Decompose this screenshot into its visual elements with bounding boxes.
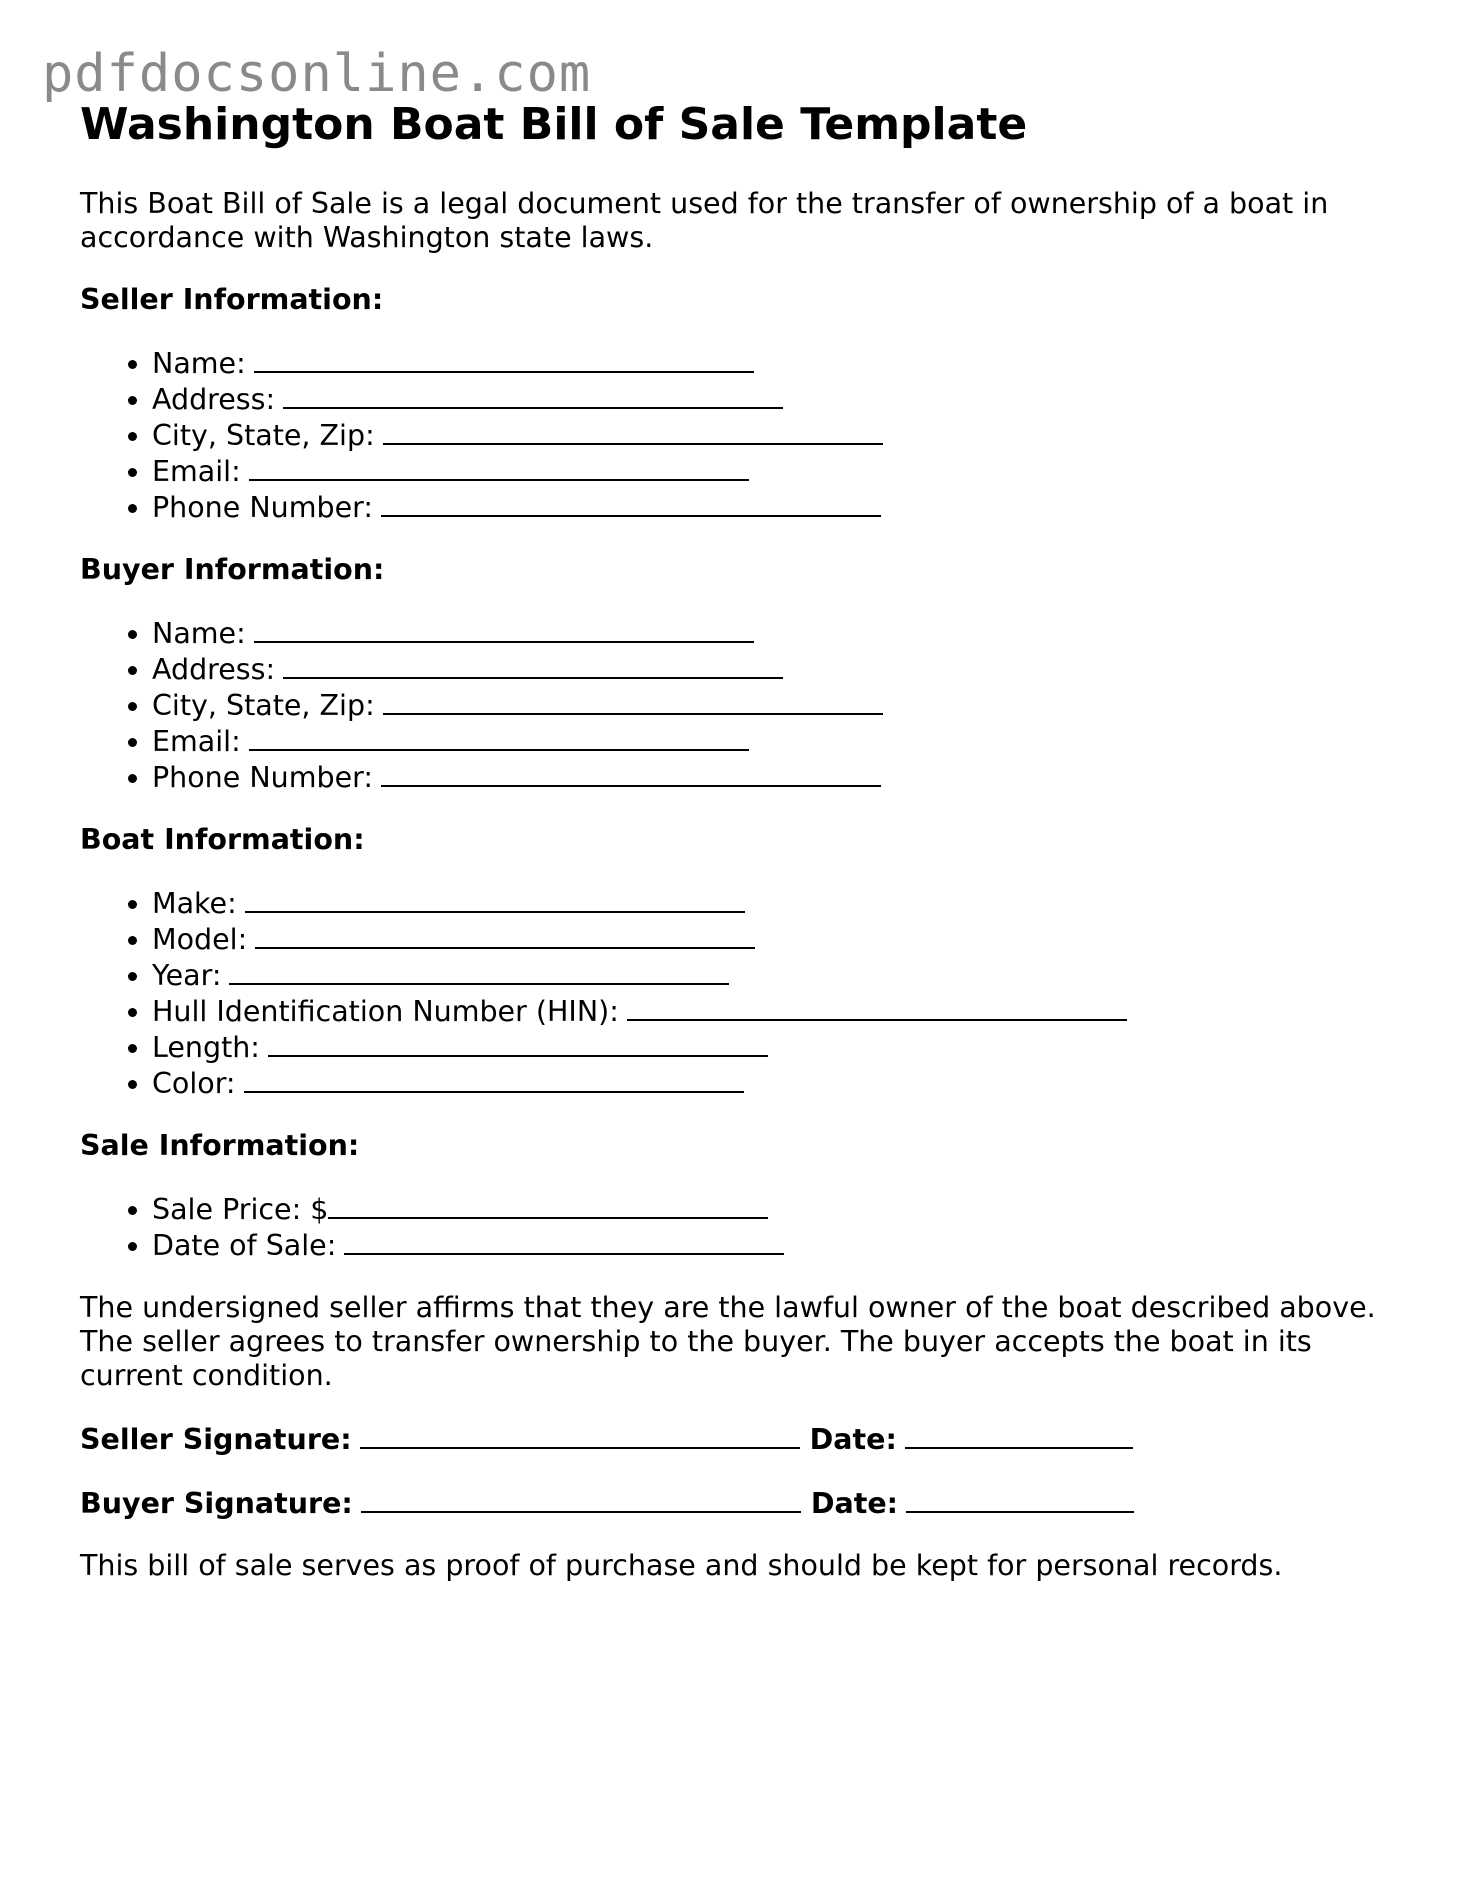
- buyer-address-field[interactable]: • Address:: [152, 651, 1420, 687]
- seller-signature-row: [80, 1421, 1420, 1457]
- boat-field-list: [80, 885, 1420, 1101]
- buyer-signature-label: Buyer Signature:: [80, 1486, 353, 1520]
- blank-line[interactable]: [254, 615, 754, 643]
- blank-line[interactable]: [344, 1227, 784, 1255]
- watermark: pdfdocsonline.com: [42, 44, 592, 104]
- blank-line[interactable]: [381, 489, 881, 517]
- blank-line[interactable]: [255, 921, 755, 949]
- buyer-name-field[interactable]: • Name:: [152, 615, 1420, 651]
- seller-city-state-zip-field[interactable]: • City, State, Zip:: [152, 417, 1420, 453]
- seller-name-field[interactable]: • Name:: [152, 345, 1420, 381]
- boat-length-field[interactable]: • Length:: [152, 1029, 1420, 1065]
- blank-line[interactable]: [254, 345, 754, 373]
- buyer-date-label: Date:: [810, 1486, 899, 1520]
- affirmation-paragraph: The undersigned seller affirms that they are the lawful owner of the boat described above. The seller agrees to transfer ownership to the buyer. The buyer accepts the boat in its current condition.: [80, 1290, 1376, 1392]
- buyer-date-blank[interactable]: [906, 1485, 1134, 1513]
- sale-section-heading: Sale Information:: [80, 1128, 360, 1162]
- seller-signature-blank[interactable]: [360, 1421, 800, 1449]
- blank-line[interactable]: [381, 759, 881, 787]
- seller-date-label: Date:: [809, 1422, 897, 1456]
- blank-line[interactable]: [383, 417, 883, 445]
- boat-section-heading: Boat Information:: [80, 822, 365, 856]
- blank-line[interactable]: [249, 723, 749, 751]
- buyer-city-state-zip-field[interactable]: • City, State, Zip:: [152, 687, 1420, 723]
- buyer-signature-row: [80, 1485, 1420, 1521]
- boat-model-field[interactable]: • Model:: [152, 921, 1420, 957]
- seller-date-blank[interactable]: [905, 1421, 1133, 1449]
- seller-phone-field[interactable]: • Phone Number:: [152, 489, 1420, 525]
- blank-line[interactable]: [268, 1029, 768, 1057]
- buyer-field-list: [80, 615, 1420, 795]
- intro-paragraph: This Boat Bill of Sale is a legal document used for the transfer of ownership of a boat in accordance with Washington state laws.: [80, 186, 1329, 254]
- seller-email-field[interactable]: • Email:: [152, 453, 1420, 489]
- buyer-phone-field[interactable]: • Phone Number:: [152, 759, 1420, 795]
- blank-line[interactable]: [328, 1191, 768, 1219]
- boat-year-field[interactable]: • Year:: [152, 957, 1420, 993]
- blank-line[interactable]: [229, 957, 729, 985]
- seller-field-list: [80, 345, 1420, 525]
- buyer-signature-blank[interactable]: [361, 1485, 801, 1513]
- sale-price-field[interactable]: • Sale Price: $: [152, 1191, 1420, 1227]
- blank-line[interactable]: [245, 885, 745, 913]
- document-body: [80, 100, 1420, 1583]
- blank-line[interactable]: [283, 381, 783, 409]
- sale-date-field[interactable]: • Date of Sale:: [152, 1227, 1420, 1263]
- buyer-email-field[interactable]: • Email:: [152, 723, 1420, 759]
- page-title: Washington Boat Bill of Sale Template: [80, 99, 1028, 150]
- buyer-section-heading: Buyer Information:: [80, 552, 385, 586]
- blank-line[interactable]: [627, 993, 1127, 1021]
- boat-make-field[interactable]: • Make:: [152, 885, 1420, 921]
- seller-signature-label: Seller Signature:: [80, 1422, 352, 1456]
- blank-line[interactable]: [244, 1065, 744, 1093]
- closing-paragraph: This bill of sale serves as proof of purchase and should be kept for personal records.: [80, 1548, 1283, 1582]
- seller-section-heading: Seller Information:: [80, 282, 384, 316]
- seller-address-field[interactable]: • Address:: [152, 381, 1420, 417]
- blank-line[interactable]: [283, 651, 783, 679]
- boat-color-field[interactable]: • Color:: [152, 1065, 1420, 1101]
- boat-hin-field[interactable]: • Hull Identification Number (HIN):: [152, 993, 1420, 1029]
- blank-line[interactable]: [383, 687, 883, 715]
- blank-line[interactable]: [249, 453, 749, 481]
- sale-field-list: [80, 1191, 1420, 1263]
